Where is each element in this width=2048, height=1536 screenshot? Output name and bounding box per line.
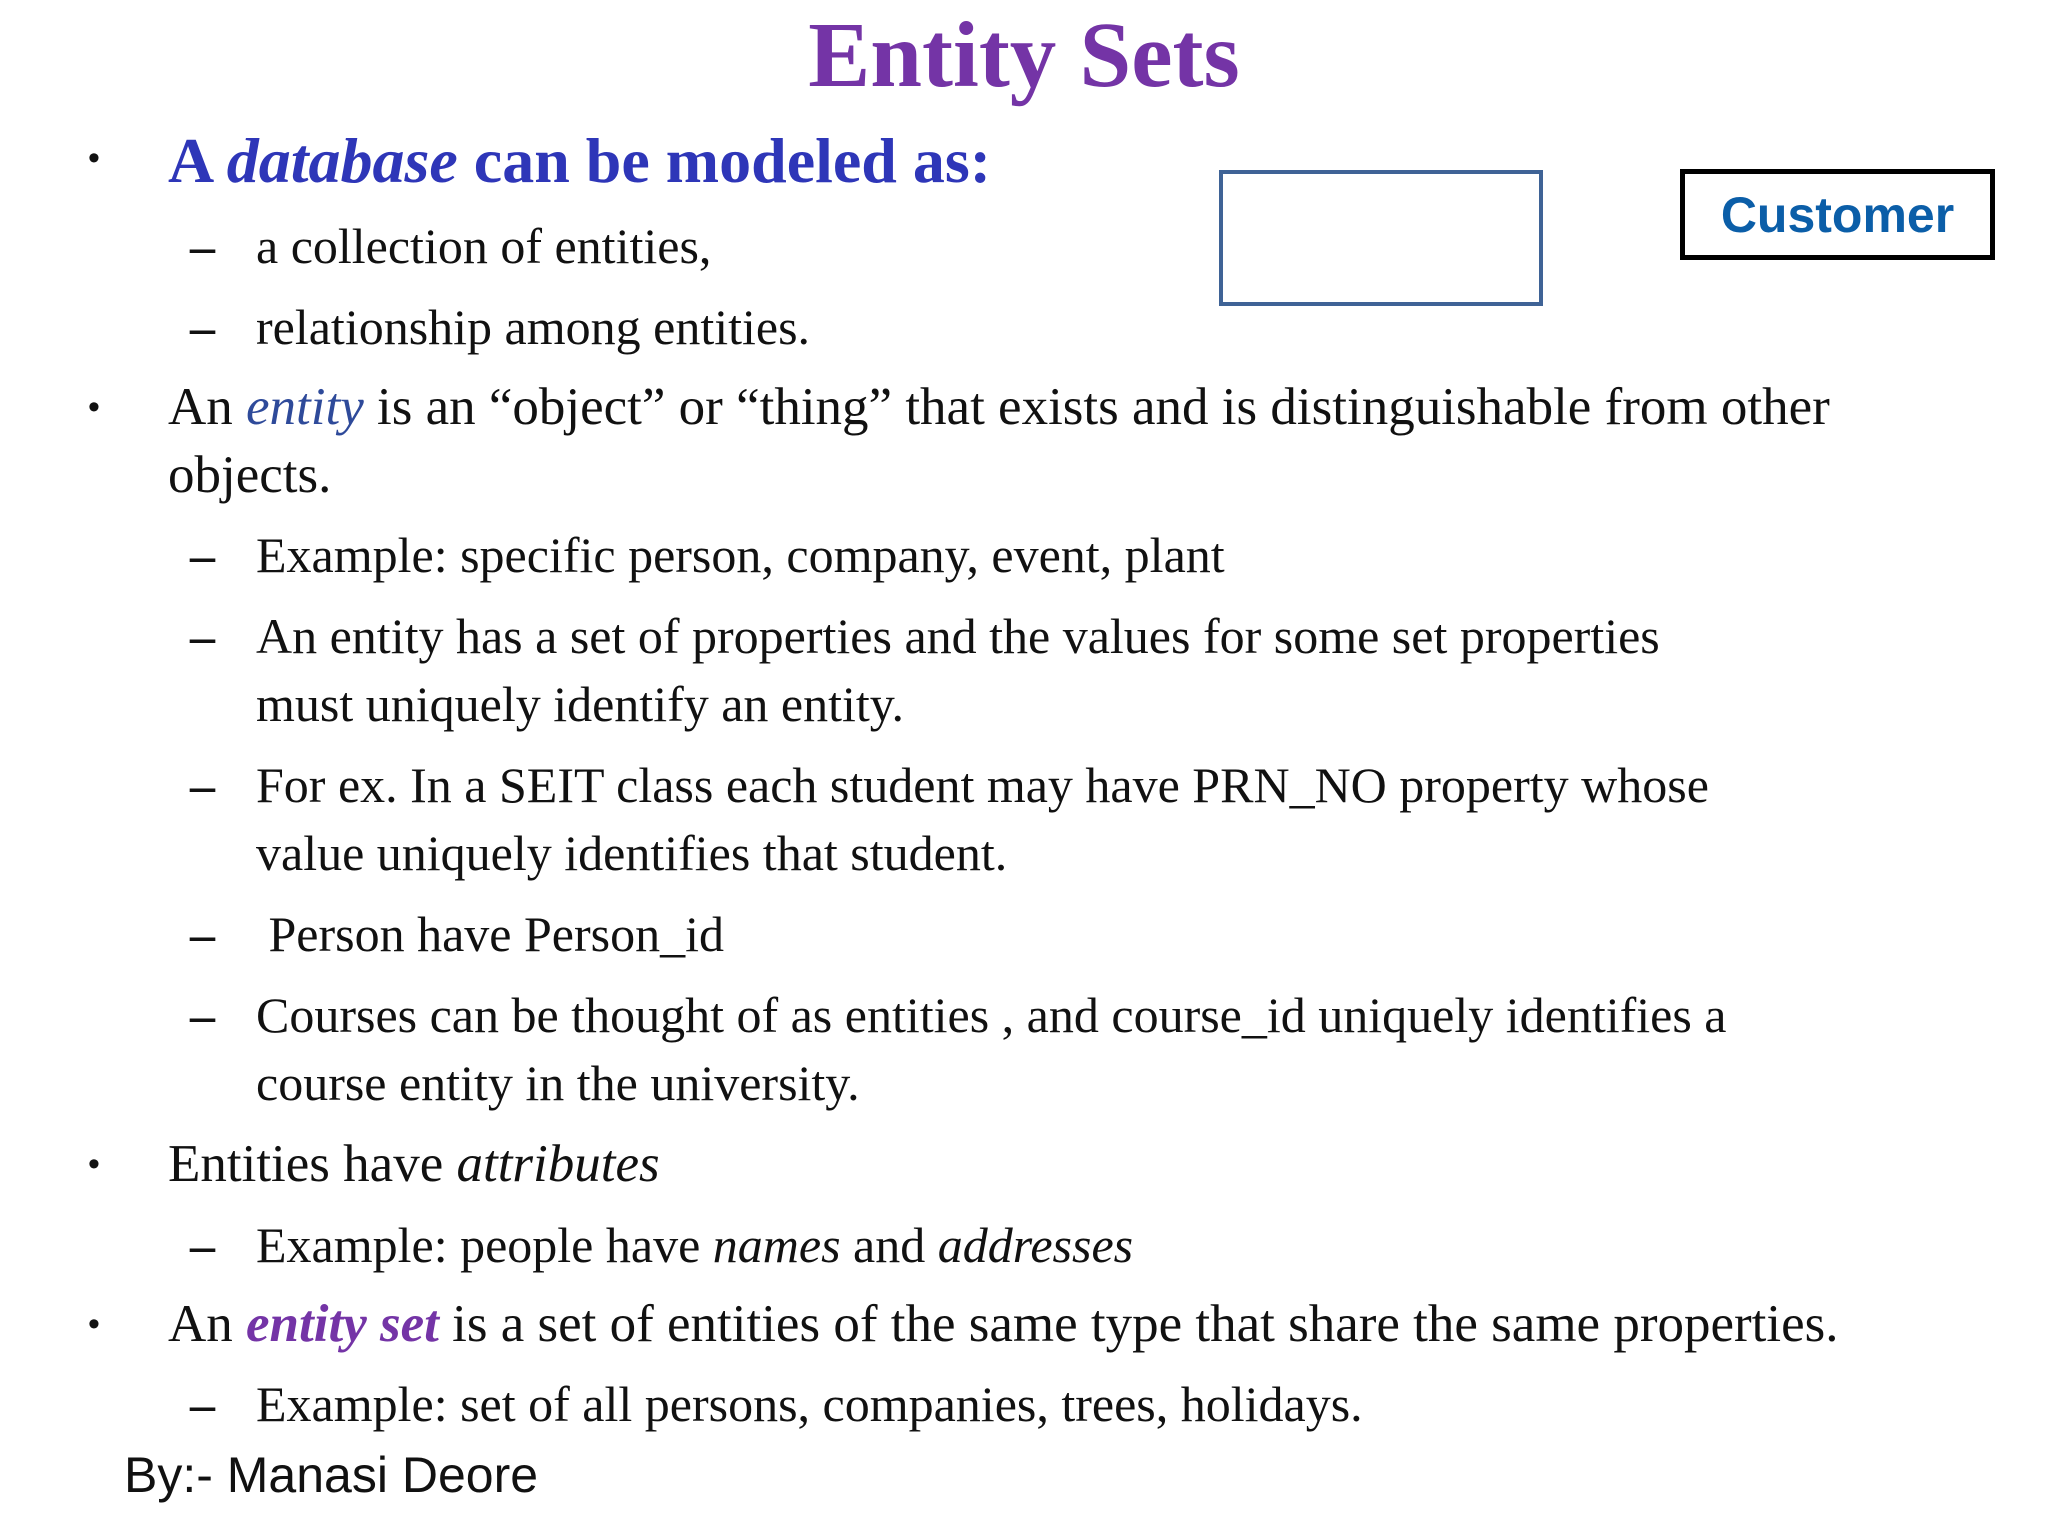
sub-item-person-id: Person have Person_id xyxy=(256,906,724,962)
dash-marker: – xyxy=(190,527,215,583)
text-span: is an “object” or “thing” that exists and is distinguishable from other xyxy=(363,378,1830,436)
customer-entity-box xyxy=(1680,169,1995,260)
sub-item-names-addresses xyxy=(256,1213,1133,1277)
sub-item-courses-line2: course entity in the university. xyxy=(256,1055,860,1111)
sub-item-prn-line2: value uniquely identifies that student. xyxy=(256,825,1008,881)
customer-entity-label: Customer xyxy=(1720,186,1955,243)
bullet-marker: • xyxy=(88,1145,100,1183)
bullet-entity-set xyxy=(168,1292,1839,1356)
text-span: and xyxy=(840,1217,938,1273)
text-span: is a set of entities of the same type that share the same properties. xyxy=(438,1295,1839,1353)
text-span: Example: people have xyxy=(256,1217,713,1273)
names-term: names xyxy=(712,1217,841,1273)
database-term: database xyxy=(226,125,458,196)
entity-set-term: entity set xyxy=(246,1295,439,1353)
addresses-term: addresses xyxy=(937,1217,1134,1273)
dash-marker: – xyxy=(190,757,215,813)
bullet-entity-definition xyxy=(168,375,1830,439)
bullet-entity-definition-cont: objects. xyxy=(168,446,332,504)
bullet-marker: • xyxy=(88,139,100,177)
sub-item-properties-line2: must uniquely identify an entity. xyxy=(256,676,905,732)
sub-item-entity-set-example: Example: set of all persons, companies, trees, holidays. xyxy=(256,1376,1363,1432)
dash-marker: – xyxy=(190,1217,215,1273)
sub-item-example-entities: Example: specific person, company, event, plant xyxy=(256,527,1225,583)
bullet-database-heading xyxy=(168,124,991,198)
bullet-attributes xyxy=(168,1132,660,1196)
bullet-marker: • xyxy=(88,1305,100,1343)
slide-title: Entity Sets xyxy=(808,4,1240,107)
dash-marker: – xyxy=(190,906,215,962)
heading-text: can be modeled as: xyxy=(457,125,992,196)
sub-item-relationship: relationship among entities. xyxy=(256,299,811,355)
empty-entity-rectangle xyxy=(1219,170,1543,306)
attributes-term: attributes xyxy=(456,1135,660,1193)
dash-marker: – xyxy=(190,1376,215,1432)
dash-marker: – xyxy=(190,987,215,1043)
text-span: An xyxy=(168,378,247,436)
dash-marker: – xyxy=(190,299,215,355)
sub-item-properties-line1: An entity has a set of properties and the values for some set properties xyxy=(256,608,1660,664)
text-span: An xyxy=(168,1295,247,1353)
bullet-marker: • xyxy=(88,388,100,426)
text-span: Entities have xyxy=(168,1135,457,1193)
sub-item-courses-line1: Courses can be thought of as entities , and course_id uniquely identifies a xyxy=(256,987,1727,1043)
sub-item-prn-line1: For ex. In a SEIT class each student may have PRN_NO property whose xyxy=(256,757,1709,813)
heading-text: A xyxy=(168,125,227,196)
entity-term: entity xyxy=(246,378,364,436)
dash-marker: – xyxy=(190,608,215,664)
author-credit: By:- Manasi Deore xyxy=(124,1447,539,1503)
dash-marker: – xyxy=(190,218,215,274)
sub-item-collection: a collection of entities, xyxy=(256,218,712,274)
